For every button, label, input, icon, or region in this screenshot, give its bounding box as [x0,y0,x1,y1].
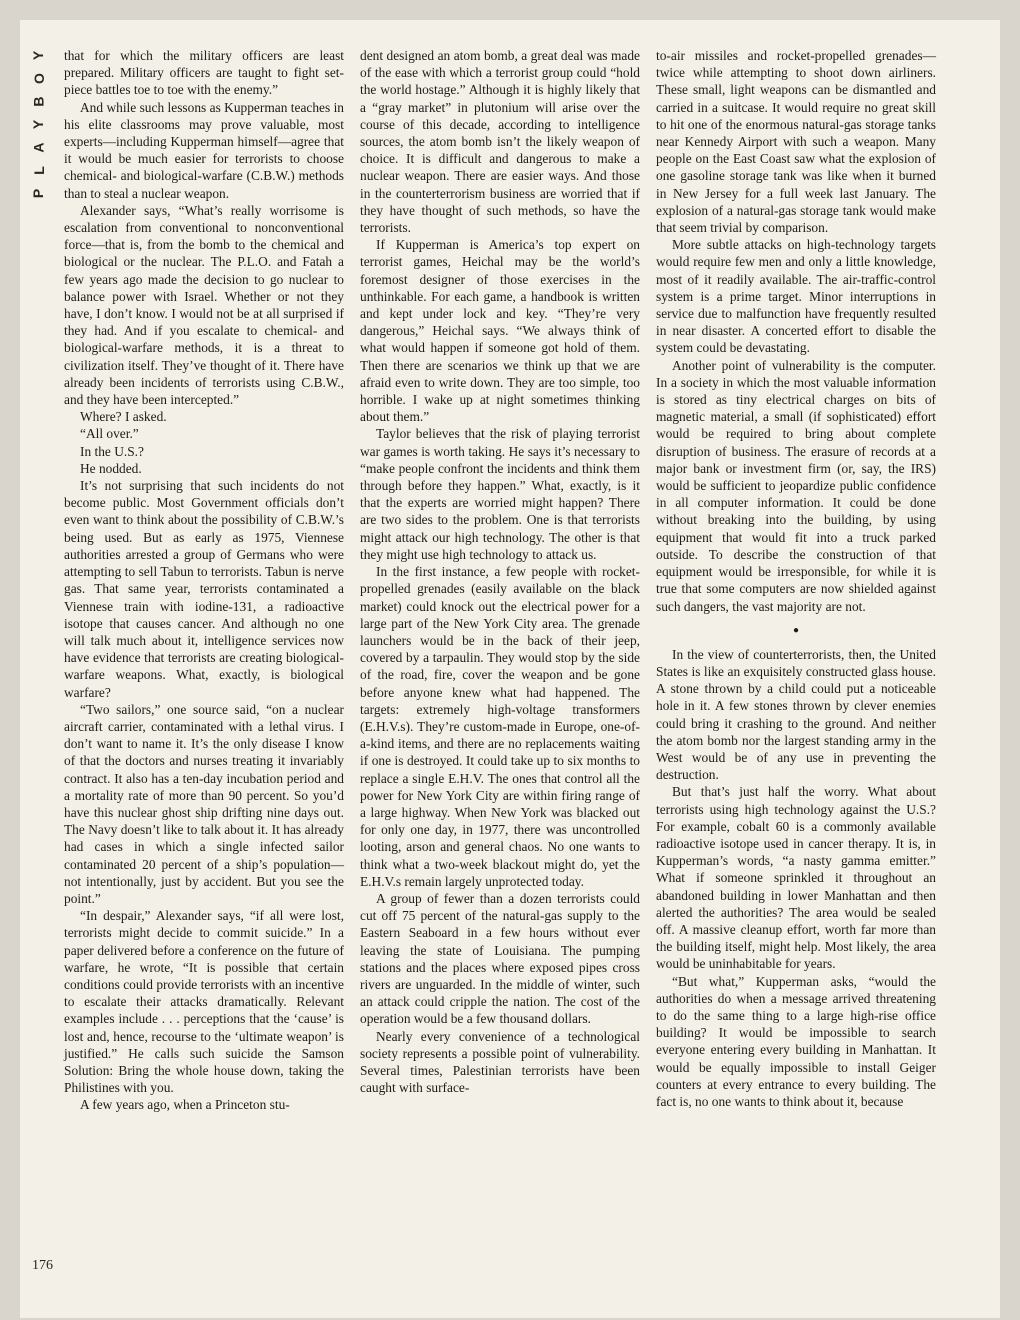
column-1 [64,47,344,1114]
paragraph: A few years ago, when a Princeton stu- [80,1097,290,1113]
paragraph: It’s not surprising that such incidents do not become public. Most Government officials don’t even want to think about the possibility of C.B.W.’s being used. But as early as 1975, Viennese authorities arrested a group of Germans who were attempting to sell Tabun to terrorists. Tabun is nerve gas. That same year, terrorists contaminated a Viennese train with iodine-131, a radioactive isotope that causes cancer. And although no one will talk much about it, intelligence services now have evidence that terrorists are creating biological-warfare weapons. What, exactly, is biological warfare? [64,478,344,700]
paragraph: In the first instance, a few people with rocket-propelled grenades (easily available on the black market) could knock out the electrical power for a large part of the New York City area. The grenade launchers would be in the back of their jeep, covered by a tarpaulin. They would stop by the side of the road, fire, cover the weapon and be gone before anyone knew what had happened. The targets: extremely high-voltage transformers (E.H.V.s). They’re custom-made in Europe, one-of-a-kind items, and there are no replacements waiting if one is destroyed. It could take up to six months to replace a single E.H.V. The ones that control all the power for New York City are within firing range of a large highway. When New York was blacked out for only one day, in 1977, there was uncontrolled looting, arson and general chaos. No one wants to think what a two-week blackout might do, yet the E.H.V.s remain largely unprotected today. [360,564,640,889]
column-3-top [656,47,936,615]
masthead-letter: P [30,188,47,199]
paragraph: Taylor believes that the risk of playing terrorist war games is worth taking. He says it’s necessary to “make people confront the incidents and think them through before they happen.” What, exactly, is it that the experts are worried might happen? There are two sides to the problem. One is that terrorists might attack our high technology. The other is that they might use high technology to attack us. [360,426,640,562]
paragraph: Another point of vulnerability is the computer. In a society in which the most valuable information is stored as tiny electrical charges on bits of magnetic material, a small (if sophisticated) effort would be required to bring about complete disruption of business. The erasure of records at a major bank or investment firm (or, say, the IRS) would be sufficient to jeopardize public confidence in all computer information. It could be done without breaking into the building, by using equipment that would fit into a truck parked outside. To describe the construction of that equipment would be irresponsible, for while it is true that some computers are now shielded against such dangers, the vast majority are not. [656,357,936,614]
paragraph: Nearly every convenience of a technological society represents a possible point of vulnerability. Several times, Palestinian terrorists have been caught with surface- [360,1028,640,1096]
paragraph: And while such lessons as Kupperman teaches in his elite classrooms may prove valuable, most experts—including Kupperman himself—agree that it would be much easier for terrorists to choose chemical- and biological-warfare (C.B.W.) methods than to steal a nuclear weapon. [64,99,344,201]
paragraph: “Two sailors,” one source said, “on a nuclear aircraft carrier, contaminated with a lethal virus. I don’t want to name it. It’s the only disease I know of that the doctors and nurses treating it invariably contract. It also has a ten-day incubation period and a mortality rate of more than 90 percent. So you’d have this nuclear ghost ship drifting nine days out. The Navy doesn’t like to talk about it. It has already had cases in which a single infected sailor contaminated 20 percent of a ship’s population—not intentionally, just by accident. But you see the point.” [64,701,344,906]
paragraph: “All over.” [80,426,139,442]
paragraph: Alexander says, “What’s really worrisome is escalation from conventional to nonconventional force—that is, from the bomb to the chemical and biological or the nuclear. The P.L.O. and Fatah a few years ago made the decision to go nuclear to balance power with Israel. Whether or not they have, I don’t know. I would not be at all surprised if they had. And if you escalate to chemical- and biological-warfare methods, it is a threat to civilization itself. They’ve thought of it. There have already been incidents of terrorists using C.B.W., and they have been intercepted.” [64,202,344,408]
paragraph: A group of fewer than a dozen terrorists could cut off 75 percent of the natural-gas supply to the Eastern Seaboard in a few hours without ever leaving the state of Louisiana. The pumping stations and the places where exposed pipes cross rivers are unguarded. In the middle of winter, such an attack could cripple the nation. The cost of the operation would be a few thousand dollars. [360,890,640,1027]
paragraph: If Kupperman is America’s top expert on terrorist games, Heichal may be the world’s foremost designer of those exercises in the unthinkable. For each game, a handbook is written and kept under lock and key. “They’re very dangerous,” Heichal says. “We always think of what would happen if someone got hold of them. Then there are scenarios we think up that we are afraid even to write down. They are too simple, too horrible. I wake up at night sometimes thinking about them.” [360,237,640,425]
paragraph: dent designed an atom bomb, a great deal was made of the ease with which a terrorist group could “hold the world hostage.” Although it is highly likely that a “gray market” in plutonium will arise over the course of this decade, according to intelligence sources, the atom bomb isn’t the likely weapon of choice. It is difficult and dangerous to make a nuclear weapon. There are easier ways. And those in the counterterrorism business are worried that if they have thought of such methods, so have the terrorists. [360,48,640,236]
paragraph: He nodded. [80,460,142,476]
section-separator: ● [792,624,800,636]
page-number: 176 [32,1258,53,1273]
masthead-letter: O [30,73,47,84]
masthead-letter: B [30,96,47,107]
paragraph: In the U.S.? [80,443,144,459]
masthead-letter: L [30,166,47,175]
column-2 [360,47,640,1096]
paragraph: “But what,” Kupperman asks, “would the authorities do when a message arrived threatening to do the same thing to a large high-rise office building? It would be impossible to search everyone entering every building in Manhattan. It would be equally impossible to install Geiger counters at every entrance to every building. The fact is, no one wants to think about it, because [656,973,936,1109]
masthead-letter: Y [30,50,47,61]
paragraph: that for which the military officers are least prepared. Military officers are taught to fight set-piece battles toe to toe with the enemy.” [64,48,344,98]
column-3-bottom [656,646,936,1110]
paragraph: In the view of counterterrorists, then, the United States is like an exquisitely constructed glass house. A stone thrown by a child could put a noticeable hole in it. A few stones thrown by clever enemies could bring it crashing to the ground. And neither the atom bomb nor the largest standing army in the West would be of any use in preventing the destruction. [656,646,936,783]
masthead-letter: A [30,142,47,153]
magazine-page [20,20,1000,1318]
paragraph: More subtle attacks on high-technology targets would require few men and only a little knowledge, most of it readily available. The air-traffic-control system is a prime target. Minor interruptions in service due to malfunction have frequently resulted in near disaster. A concerted effort to disable the system could be devastating. [656,237,936,356]
paragraph: Where? I asked. [80,409,167,425]
masthead-vertical [26,44,52,205]
paragraph: to-air missiles and rocket-propelled grenades—twice while attempting to shoot down airliners. These small, light weapons can be dismantled and carried in a suitcase. It would require no great skill to hit one of the enormous natural-gas storage tanks near Kennedy Airport with such a weapon. Many people on the East Coast saw what the explosion of one gasoline storage tank was like when it burned in New Jersey for a full week last January. The explosion of a natural-gas storage tank would make that seem trivial by comparison. [656,48,936,236]
paragraph: But that’s just half the worry. What about terrorists using high technology against the U.S.? For example, cobalt 60 is a commonly available radioactive isotope used in cancer therapy. It is, in Kupperman’s words, “a nasty gamma emitter.” What if someone sprinkled it throughout an abandoned building in lower Manhattan and then alerted the authorities? The area would be sealed off. A massive cleanup effort, worth far more than the building itself, might help. Most likely, the area would be uninhabitable for years. [656,784,936,972]
paragraph: “In despair,” Alexander says, “if all were lost, terrorists might decide to commit suicide.” In a paper delivered before a conference on the future of warfare, he wrote, “It is possible that certain conditions could provide terrorists with an incentive to escalate their attacks dramatically. Relevant examples include . . . perceptions that the ‘cause’ is lost and, hence, recourse to the ‘ultimate weapon’ is justified.” He calls such suicide the Samson Solution: Bring the whole house down, taking the Philistines with you. [64,908,344,1096]
masthead-letter: Y [30,119,47,130]
column-3 [656,47,936,1110]
